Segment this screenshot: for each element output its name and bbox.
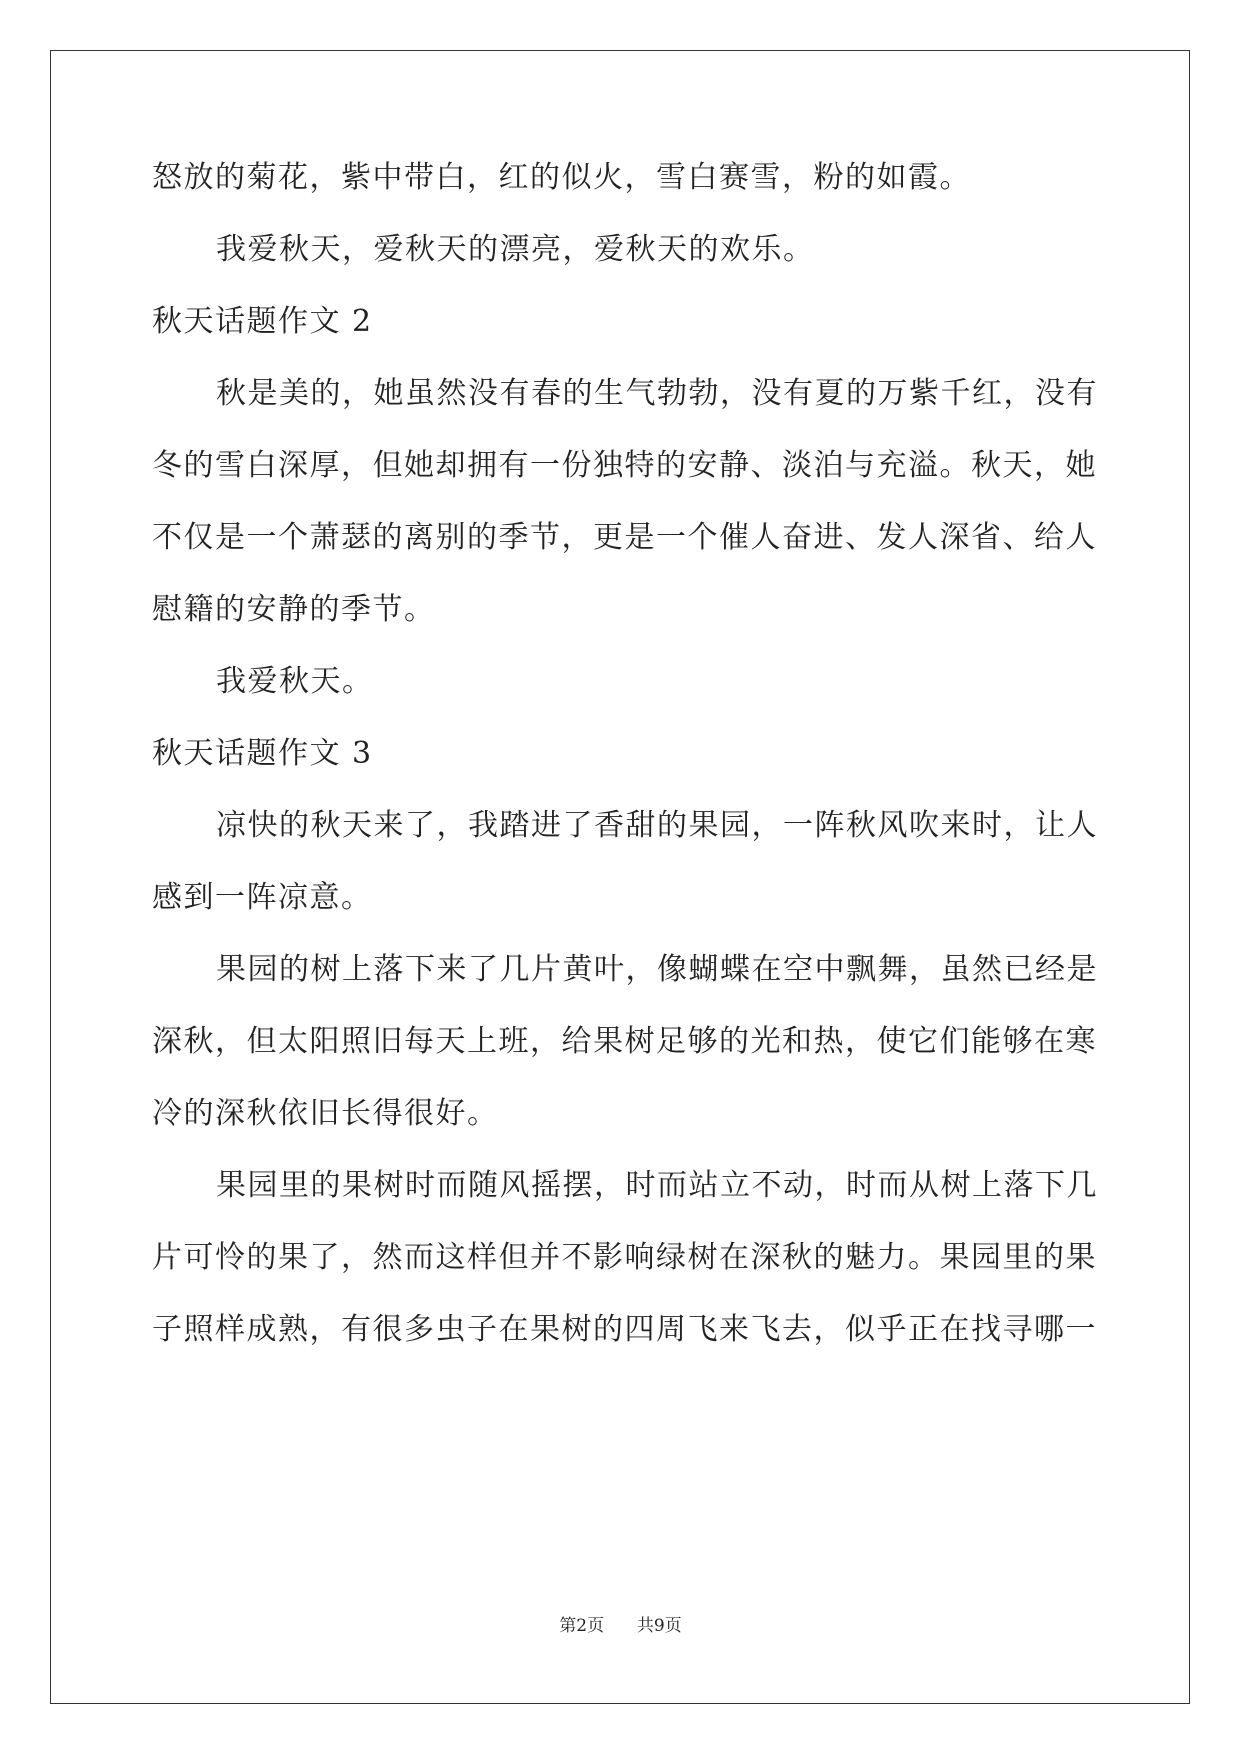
section-heading: 秋天话题作文 3 xyxy=(152,736,373,771)
page-number-current: 第2页 xyxy=(559,1616,605,1636)
section-heading: 秋天话题作文 2 xyxy=(152,304,373,339)
paragraph-line: 深秋，但太阳照旧每天上班，给果树足够的光和热，使它们能够在寒 xyxy=(152,1024,1097,1059)
page-footer xyxy=(0,1616,1241,1636)
page-number-total: 共9页 xyxy=(636,1616,682,1636)
paragraph-line: 片可怜的果了，然而这样但并不影响绿树在深秋的魅力。果园里的果 xyxy=(152,1240,1097,1275)
page-border xyxy=(50,50,1190,1704)
paragraph-line: 秋是美的，她虽然没有春的生气勃勃，没有夏的万紫千红，没有 xyxy=(216,376,1098,411)
paragraph-line: 慰籍的安静的季节。 xyxy=(152,592,436,627)
paragraph-line: 我爱秋天，爱秋天的漂亮，爱秋天的欢乐。 xyxy=(216,232,815,267)
paragraph-line: 冷的深秋依旧长得很好。 xyxy=(152,1096,499,1131)
paragraph-line: 子照样成熟，有很多虫子在果树的四周飞来飞去，似乎正在找寻哪一 xyxy=(152,1312,1097,1347)
paragraph-line: 不仅是一个萧瑟的离别的季节，更是一个催人奋进、发人深省、给人 xyxy=(152,520,1097,555)
paragraph-line: 果园里的果树时而随风摇摆，时而站立不动，时而从树上落下几 xyxy=(216,1168,1098,1203)
paragraph-line: 冬的雪白深厚，但她却拥有一份独特的安静、淡泊与充溢。秋天，她 xyxy=(152,448,1097,483)
paragraph-line: 怒放的菊花，紫中带白，红的似火，雪白赛雪，粉的如霞。 xyxy=(152,160,971,195)
paragraph-line: 感到一阵凉意。 xyxy=(152,880,373,915)
paragraph-line: 我爱秋天。 xyxy=(216,664,374,699)
paragraph-line: 果园的树上落下来了几片黄叶，像蝴蝶在空中飘舞，虽然已经是 xyxy=(216,952,1098,987)
paragraph-line: 凉快的秋天来了，我踏进了香甜的果园，一阵秋风吹来时，让人 xyxy=(216,808,1098,843)
